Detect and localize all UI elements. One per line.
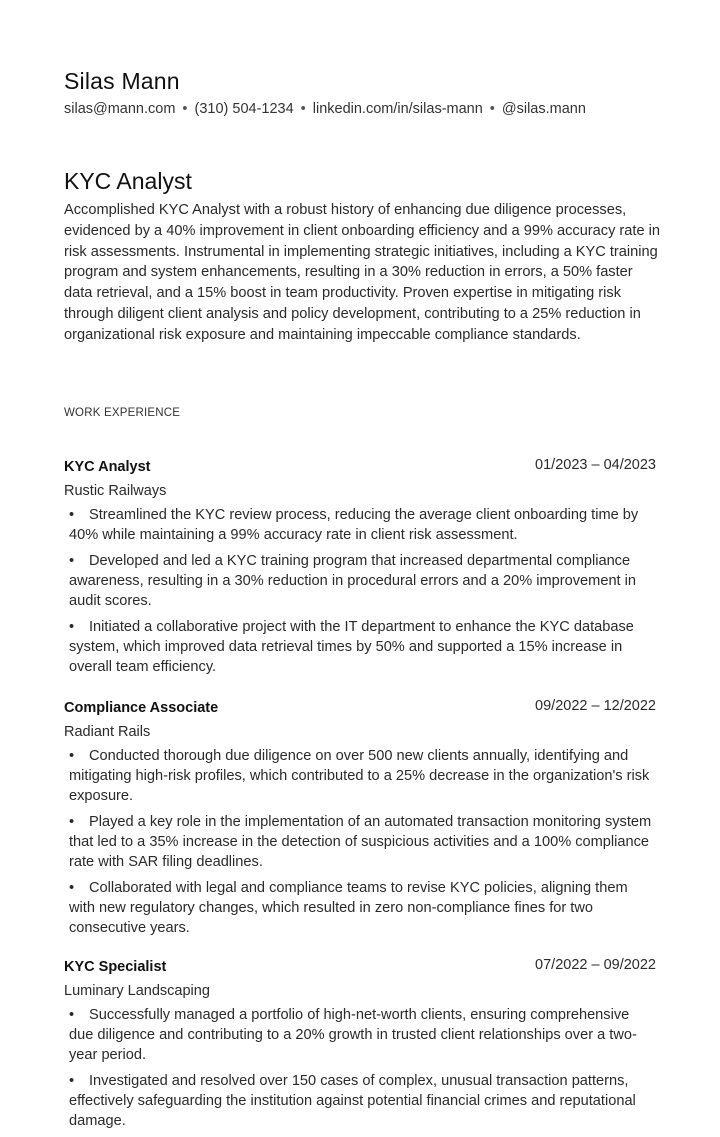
job-bullet-list <box>64 746 656 938</box>
contact-separator: • <box>182 101 188 117</box>
candidate-name: Silas Mann <box>64 68 180 94</box>
bullet-icon: • <box>69 553 75 569</box>
bullet-icon: • <box>69 507 75 523</box>
bullet-icon: • <box>69 880 75 896</box>
contact-separator: • <box>300 101 306 117</box>
job-bullet-text: Initiated a collaborative project with the IT department to enhance the KYC database system, which improved data retrieval times by 50% and supported a 15% increase in overall team efficiency. <box>69 619 634 675</box>
job-bullet <box>64 617 656 677</box>
job-bullet-text: Conducted thorough due diligence on over 500 new clients annually, identifying and mitigating high-risk profiles, which contributed to a 25% decrease in the organization's risk exposure. <box>69 748 650 804</box>
job-company: Radiant Rails <box>64 724 151 740</box>
contact-phone: (310) 504-1234 <box>194 101 294 117</box>
job-dates: 01/2023 – 04/2023 <box>535 457 656 473</box>
resume-title: KYC Analyst <box>64 168 192 194</box>
job-bullet-text: Developed and led a KYC training program that increased departmental compliance awareness, resulting in a 30% reduction in procedural errors and a 20% improvement in audit scores. <box>69 553 637 609</box>
job-role: KYC Specialist <box>64 959 167 975</box>
job-bullet <box>64 1005 656 1065</box>
bullet-icon: • <box>69 619 75 635</box>
job-dates: 07/2022 – 09/2022 <box>535 957 656 973</box>
job-bullet-text: Successfully managed a portfolio of high-net-worth clients, ensuring comprehensive due diligence and contributing to a 20% growth in trusted client relationships over a two-year period. <box>69 1007 637 1063</box>
job-entry <box>64 959 656 1137</box>
professional-summary: Accomplished KYC Analyst with a robust history of enhancing due diligence processes, evidenced by a 40% improvement in client onboarding efficiency and a 99% accuracy rate in risk assessments. Instrumental in implementing strategic initiatives, including a KYC training program and system enhancements, resulting in a 30% reduction in errors, a 50% faster data retrieval, and a 15% boost in team productivity. Proven expertise in mitigating risk through diligent client analysis and policy development, contributing to a 25% reduction in organizational risk exposure and maintaining impeccable compliance standards. <box>64 202 660 343</box>
job-company: Rustic Railways <box>64 483 167 499</box>
section-heading-work-experience: WORK EXPERIENCE <box>64 407 181 419</box>
job-entry <box>64 700 656 944</box>
contact-handle: @silas.mann <box>501 101 586 117</box>
job-bullet-list <box>64 1005 656 1131</box>
job-bullet-text: Played a key role in the implementation of an automated transaction monitoring system that led to a 35% increase in the detection of suspicious activities and a 100% compliance rate with SAR filing deadlines. <box>69 814 652 870</box>
job-bullet-text: Collaborated with legal and compliance teams to revise KYC policies, aligning them with new regulatory changes, which resulted in zero non-compliance fines for two consecutive years. <box>69 880 628 936</box>
job-dates: 09/2022 – 12/2022 <box>535 698 656 714</box>
bullet-icon: • <box>69 1007 75 1023</box>
contact-email: silas@mann.com <box>64 101 176 117</box>
contact-line <box>64 101 586 117</box>
job-bullet-text: Investigated and resolved over 150 cases of complex, unusual transaction patterns, effectively safeguarding the institution against potential financial crimes and reputational damage. <box>69 1073 636 1129</box>
job-bullet-list <box>64 505 656 677</box>
job-entry <box>64 459 656 683</box>
contact-linkedin: linkedin.com/in/silas-mann <box>312 101 483 117</box>
job-bullet-text: Streamlined the KYC review process, reducing the average client onboarding time by 40% while maintaining a 99% accuracy rate in client risk assessment. <box>69 507 639 543</box>
job-role: Compliance Associate <box>64 700 219 716</box>
contact-separator: • <box>489 101 495 117</box>
job-bullet <box>64 505 656 545</box>
job-bullet <box>64 1071 656 1131</box>
job-bullet <box>64 812 656 872</box>
bullet-icon: • <box>69 814 75 830</box>
bullet-icon: • <box>69 1073 75 1089</box>
job-company: Luminary Landscaping <box>64 983 210 999</box>
job-bullet <box>64 746 656 806</box>
bullet-icon: • <box>69 748 75 764</box>
job-bullet <box>64 551 656 611</box>
job-bullet <box>64 878 656 938</box>
job-role: KYC Analyst <box>64 459 151 475</box>
